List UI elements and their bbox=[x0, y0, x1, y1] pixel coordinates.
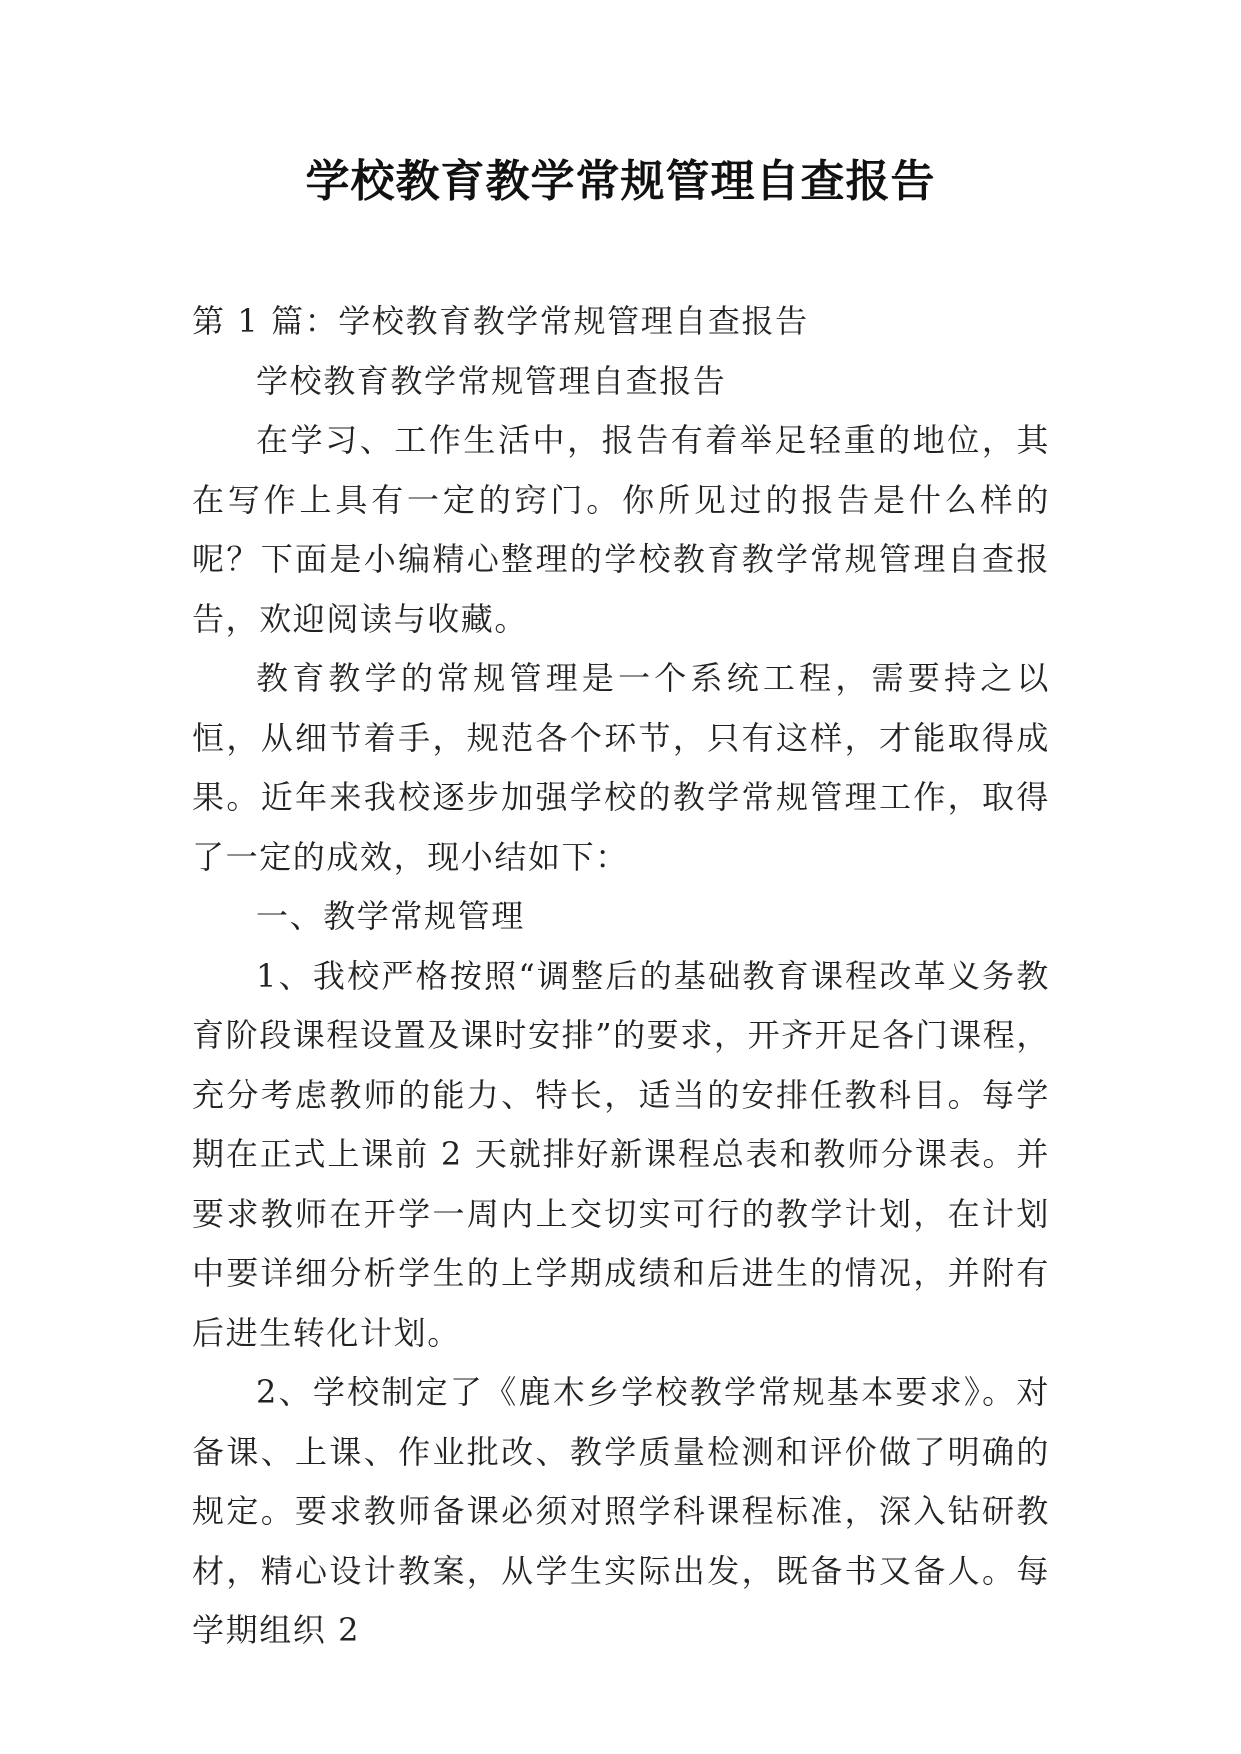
paragraph-overview: 教育教学的常规管理是一个系统工程，需要持之以恒，从细节着手，规范各个环节，只有这样，才能取得成果。近年来我校逐步加强学校的教学常规管理工作，取得了一定的成效，现小结如下： bbox=[192, 659, 1050, 876]
subtitle: 学校教育教学常规管理自查报告 bbox=[256, 361, 727, 400]
document-body bbox=[192, 292, 1050, 1661]
section-heading: 第 1 篇：学校教育教学常规管理自查报告 bbox=[192, 302, 809, 340]
paragraph-item-2: 2、学校制定了《鹿木乡学校教学常规基本要求》。对备课、上课、作业批改、教学质量检测和评价做了明确的规定。要求教师备课必须对照学科课程标准，深入钻研教材，精心设计教案，从学生实际出发，既备书又备人。每学期组织 2 bbox=[192, 1373, 1050, 1649]
section-heading-teaching-routine: 一、教学常规管理 bbox=[256, 897, 525, 935]
paragraph-item-1: 1、我校严格按照“调整后的基础教育课程改革义务教育阶段课程设置及课时安排”的要求，开齐开足各门课程，充分考虑教师的能力、特长，适当的安排任教科目。每学期在正式上课前 2 天就排好新课程总表和教师分课表。并要求教师在开学一周内上交切实可行的教学计划，在计划中要详细分析学生的上学期成绩和后进生的情况，并附有后进生转化计划。 bbox=[192, 956, 1050, 1352]
paragraph-intro: 在学习、工作生活中，报告有着举足轻重的地位，其在写作上具有一定的窍门。你所见过的报告是什么样的呢？下面是小编精心整理的学校教育教学常规管理自查报告，欢迎阅读与收藏。 bbox=[192, 421, 1050, 638]
document-title: 学校教育教学常规管理自查报告 bbox=[305, 156, 936, 207]
